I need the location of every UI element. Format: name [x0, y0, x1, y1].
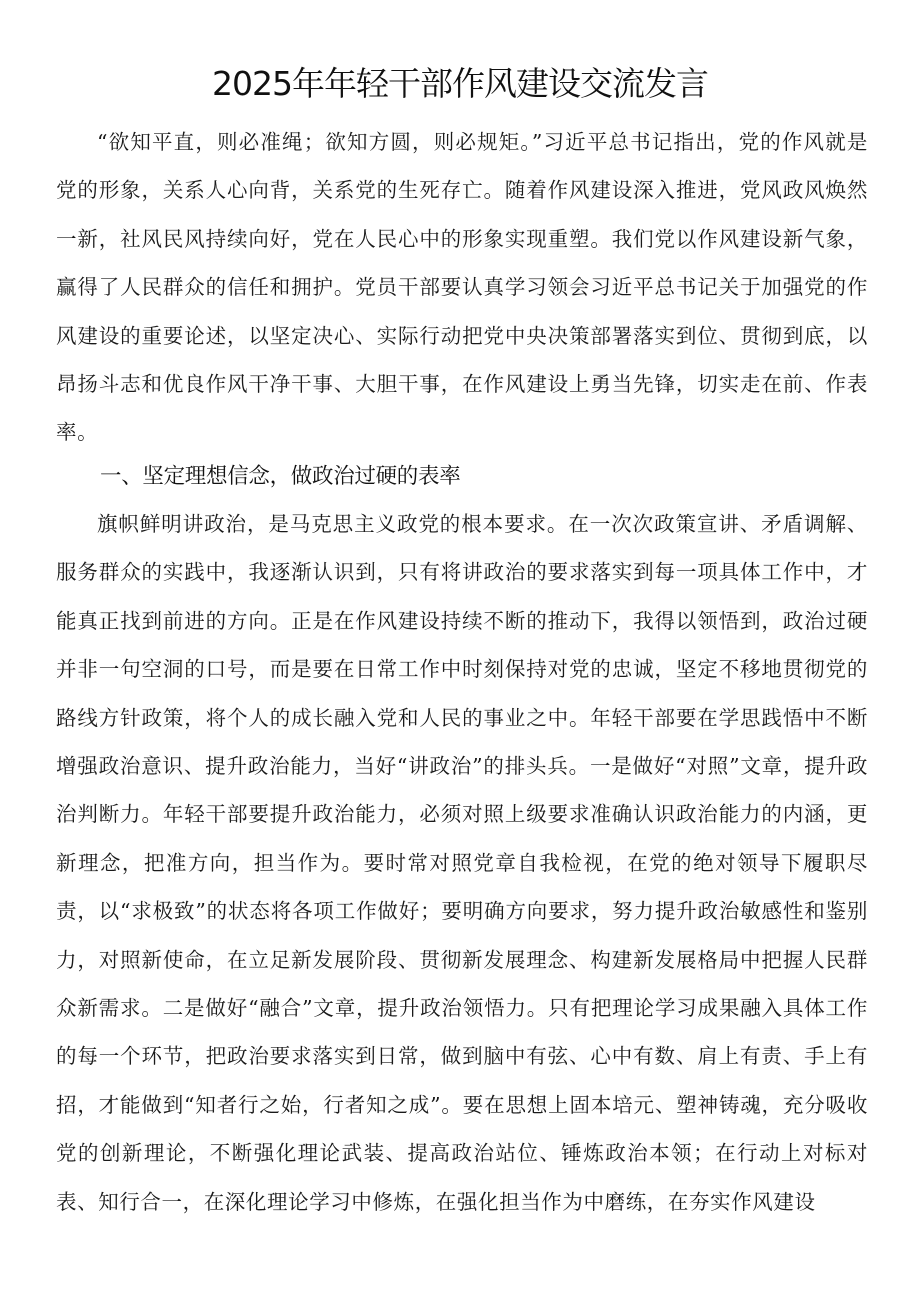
- intro-paragraph: “欲知平直，则必准绳；欲知方圆，则必规矩。”习近平总书记指出，党的作风就是党的形象，关系人心向背，关系党的生死存亡。随着作风建设深入推进，党风政风焕然一新，社风民风持续向好，党在人民心中的形象实现重塑。我们党以作风建设新气象，赢得了人民群众的信任和拥护。党员干部要认真学习领会习近平总书记关于加强党的作风建设的重要论述，以坚定决心、实际行动把党中央决策部署落实到位、贯彻到底，以昂扬斗志和优良作风干净干事、大胆干事，在作风建设上勇当先锋，切实走在前、作表率。: [56, 130, 868, 445]
- document-title: 2025年年轻干部作风建设交流发言: [212, 64, 708, 103]
- section-1-paragraph: 旗帜鲜明讲政治，是马克思主义政党的根本要求。在一次次政策宣讲、矛盾调解、服务群众的实践中，我逐渐认识到，只有将讲政治的要求落实到每一项具体工作中，才能真正找到前进的方向。正是在作风建设持续不断的推动下，我得以领悟到，政治过硬并非一句空洞的口号，而是要在日常工作中时刻保持对党的忠诚，坚定不移地贯彻党的路线方针政策，将个人的成长融入党和人民的事业之中。年轻干部要在学思践悟中不断增强政治意识、提升政治能力，当好“讲政治”的排头兵。一是做好“对照”文章，提升政治判断力。年轻干部要提升政治能力，必须对照上级要求准确认识政治能力的内涵，更新理念，把准方向，担当作为。要时常对照党章自我检视，在党的绝对领导下履职尽责，以“求极致”的状态将各项工作做好；要明确方向要求，努力提升政治敏感性和鉴别力，对照新使命，在立足新发展阶段、贯彻新发展理念、构建新发展格局中把握人民群众新需求。二是做好“融合”文章，提升政治领悟力。只有把理论学习成果融入具体工作的每一个环节，把政治要求落实到日常，做到脑中有弦、心中有数、肩上有责、手上有招，才能做到“知者行之始，行者知之成”。要在思想上固本培元、塑神铸魂，充分吸收党的创新理论，不断强化理论武装、提高政治站位、锤炼政治本领；在行动上对标对表、知行合一，在深化理论学习中修炼，在强化担当作为中磨练，在夯实作风建设: [56, 512, 868, 1214]
- section-heading-1: 一、坚定理想信念，做政治过硬的表率: [100, 464, 461, 489]
